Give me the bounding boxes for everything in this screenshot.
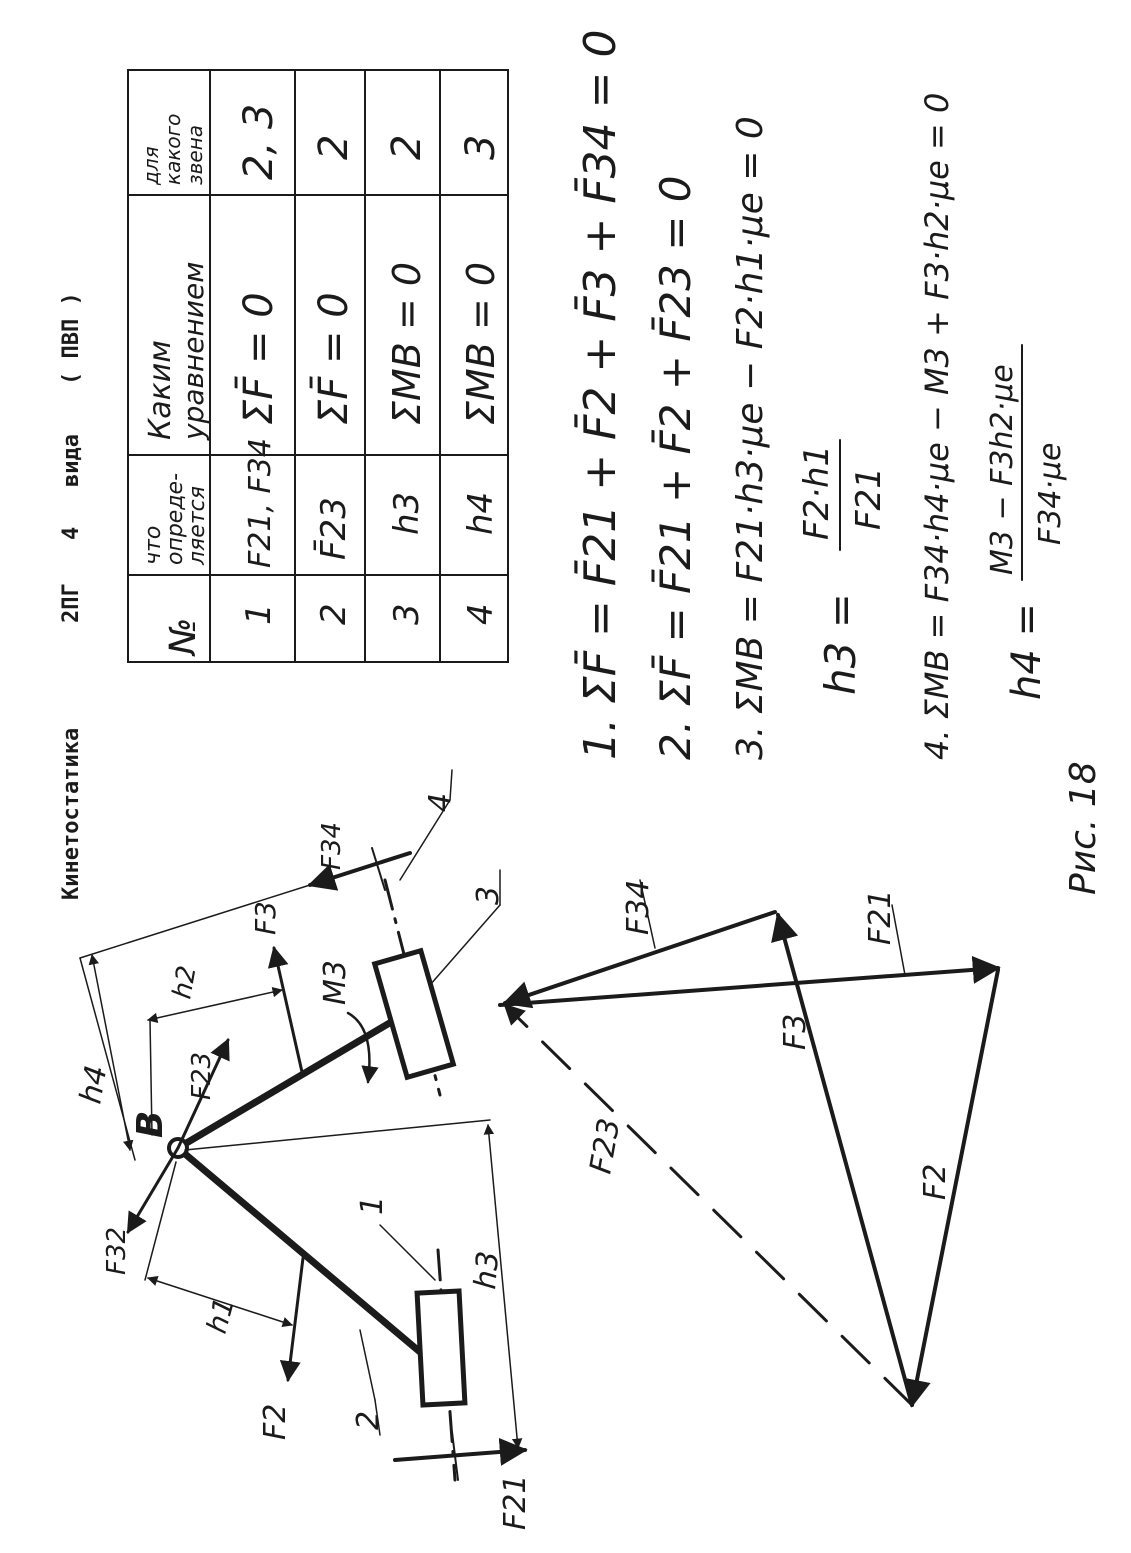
svg-text:4: 4 [461,603,501,625]
svg-text:F2·h1: F2·h1 [797,444,837,540]
header-group: 2ПГ [59,583,84,623]
vector-f3 [778,915,912,1405]
svg-text:ΣF̄ = 0: ΣF̄ = 0 [311,292,357,425]
svg-text:какого: какого [161,113,185,185]
mechanism-diagram [73,770,533,1530]
fraction-h4 [985,345,1068,700]
svg-text:3: 3 [458,134,504,160]
svg-text:2, 3: 2, 3 [236,103,282,180]
svg-text:Каким: Каким [143,340,178,440]
svg-text:уравнением: уравнением [177,261,210,440]
label-h2: h2 [167,963,203,1002]
col-header-number: № [163,617,204,655]
label-f23-poly: F23 [583,1115,628,1177]
svg-text:F21: F21 [849,467,889,530]
col-header-what [141,473,210,566]
label-link-3: 3 [471,885,506,905]
header-topic: Кинетостатика [59,727,84,900]
equation-4: 4. ΣMB = F34·h4·μe − M3 + F3·h2·μe = 0 [918,92,956,760]
svg-text:F21, F34: F21, F34 [243,438,278,568]
figure-caption: Рис. 18 [1063,761,1104,895]
label-link-2: 2 [351,1410,386,1430]
summary-table [128,70,508,662]
header-code: ( ПВП ) [59,292,84,385]
svg-text:ляется: ляется [185,486,210,565]
svg-text:3: 3 [387,603,427,625]
equation-2: 2. ΣF̄ = F̄21 + F̄2 + F̄23 = 0 [651,175,700,760]
slider-1 [417,1291,465,1405]
svg-text:звена: звена [183,124,207,185]
table-row-4 [458,135,504,625]
fraction-h3 [797,440,889,695]
equation-3: 3. ΣMB = F21·h3·μe − F2·h1·μe = 0 [730,116,771,760]
label-h4: h4 [73,1062,115,1107]
vector-f21 [500,968,998,1005]
svg-text:2: 2 [314,603,354,625]
col-header-link [139,114,207,186]
table-row-2 [309,135,357,625]
force-polygon [500,880,998,1405]
label-f34-poly: F34 [621,879,656,935]
equations [573,30,1068,760]
svg-text:h3 =: h3 = [816,593,865,695]
label-f34: F34 [317,821,347,870]
svg-text:h4 =: h4 = [1004,602,1050,700]
label-h1: h1 [199,1293,241,1337]
label-m3: M3 [318,960,353,1005]
label-link-1: 1 [355,1195,390,1215]
svg-text:2: 2 [311,134,357,160]
label-link-4: 4 [423,792,458,812]
vector-f23 [505,1005,912,1405]
svg-text:для: для [139,146,163,185]
svg-text:ΣMB = 0: ΣMB = 0 [459,261,503,425]
label-f3: F3 [249,901,282,935]
label-f32: F32 [102,1226,132,1275]
svg-text:ΣMB = 0: ΣMB = 0 [385,261,429,425]
svg-text:h4: h4 [461,491,501,535]
equation-1: 1. ΣF̄ = F̄21 + F̄2 + F̄3 + F̄34 = 0 [575,29,626,760]
label-f21-poly: F21 [863,889,898,945]
label-f2-poly: F2 [918,1163,953,1200]
svg-text:2: 2 [384,134,430,160]
table-row-3 [384,135,430,625]
svg-text:h3: h3 [387,491,427,535]
table-row-1 [234,104,282,625]
joint-b-label: B [130,1110,171,1138]
header-kind: 4 вида [59,434,84,540]
label-f3-poly: F3 [778,1013,813,1050]
svg-text:M3 − F3h2·μe: M3 − F3h2·μe [985,364,1020,575]
svg-text:опреде-: опреде- [163,472,188,565]
svg-text:что: что [141,525,166,565]
svg-text:F̄23: F̄23 [314,497,354,560]
svg-text:1: 1 [239,603,279,625]
label-f21-mech: F21 [498,1474,533,1530]
slider-3 [375,951,454,1078]
svg-text:ΣF̄ = 0: ΣF̄ = 0 [236,292,282,425]
svg-text:F34·μe: F34·μe [1033,442,1068,545]
label-f23: F23 [187,1051,217,1100]
col-header-eq [143,262,210,441]
label-h3-mech: h3 [468,1249,507,1291]
label-f2: F2 [258,1403,293,1440]
header [59,292,84,900]
